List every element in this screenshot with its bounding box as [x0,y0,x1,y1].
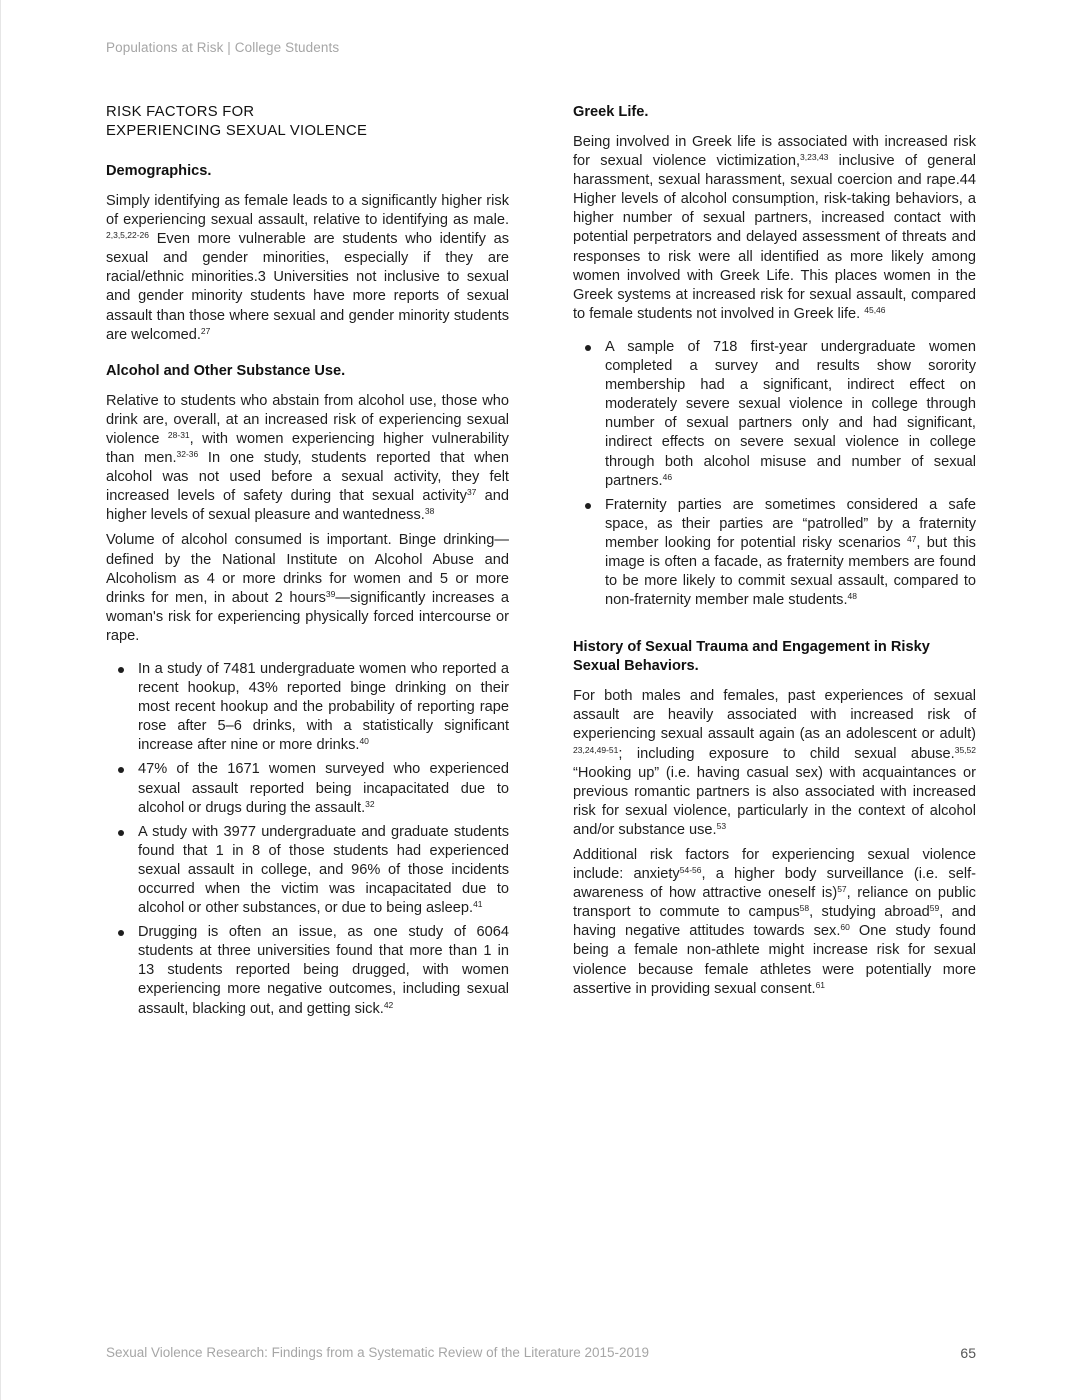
alcohol-heading: Alcohol and Other Substance Use. [106,362,346,379]
alcohol-paragraph-2: Volume of alcohol consumed is important. Binge drinking—defined by the National Institute on Alcohol Abuse and Alcoholism as 4 or more drinks for women and 5 or more drinks for men, in about 2 hours$^{39}$—significantly increases a woman's risk for experiencing physically forced intercourse or rape. [106,532,509,644]
bullet-icon [118,667,124,673]
section-title-line1: RISK FACTORS FOR [106,104,255,120]
page-number: 65 [960,1345,976,1361]
section-title-line2: EXPERIENCING SEXUAL VIOLENCE [106,123,368,139]
demographics-heading: Demographics. [106,163,212,179]
list-item: A study with 3977 undergraduate and graduate students found that 1 in 8 of those students had experienced sexual assault in college, and 96% of those incidents occurred when the victim was incapacitated due to alcohol or other substances, or due to being asleep.$^{41}$ [106,823,509,918]
list-item: 47% of the 1671 women surveyed who experienced sexual assault reported being incapacitated due to alcohol or drugs during the assault.$^{32}$ [106,760,509,817]
history-heading: History of Sexual Trauma and Engagement in Risky Sexual Behaviors. [573,639,930,675]
bullet-icon [118,830,124,836]
right-column [573,103,976,1005]
bullet-icon [585,345,591,351]
alcohol-bullet-list [106,660,509,1019]
bullet-icon [118,930,124,936]
list-item: A sample of 718 first-year undergraduate women completed a survey and results show sorority membership had a significant, indirect effect on moderately severe sexual violence in college through number of sexual partners only and had significant, indirect effects on severe sexual violence in college through both alcohol misuse and number of sexual partners.$^{46}$ [573,338,976,491]
greek-life-paragraph: Being involved in Greek life is associated with increased risk for sexual violence victimization,$^{3,23,43}$ inclusive of general harassment, sexual harassment, sexual coercion and rape.44 Higher levels of alcohol consumption, risk-taking behaviors, a higher number of sexual partners, increased contact with potential perpetrators and delayed assessment of threats and responses to risk were all identified as more likely among women involved with Greek Life. This places women in the Greek systems at increased risk for sexual assault, compared to female students not involved in Greek life. $^{45,46}$ [573,134,976,322]
history-paragraph-2: Additional risk factors for experiencing sexual violence include: anxiety$^{54-56}$, a higher body surveillance (i.e. self-awareness of how attractive oneself is)$^{57}$, reliance on public transport to commute to campus$^{58}$, studying abroad$^{59}$, and having negative attitudes towards sex.$^{60}$ One study found being a female non-athlete might increase risk for sexual violence because female athletes were potentially more assertive in providing sexual consent.$^{61}$ [573,847,976,997]
demographics-paragraph: Simply identifying as female leads to a significantly higher risk of experiencing sexual assault, relative to identifying as male. $^{2,3,5,22-26}$ Even more vulnerable are students who identify as sexual and gender minorities, especially if they are racial/ethnic minorities.3 Universities not inclusive to sexual and gender minority students have more reports of sexual assault than those where sexual and gender minority students are welcomed.$^{27}$ [106,193,509,343]
running-head: Populations at Risk | College Students [106,40,340,55]
list-item: In a study of 7481 undergraduate women who reported a recent hookup, 43% reported binge drinking on their most recent hookup and the probability of reporting rape rose after 5–6 drinks, with a statistically significant increase after nine or more drinks.$^{40}$ [106,660,509,755]
list-item: Drugging is often an issue, as one study of 6064 students at three universities found that more than 1 in 13 students reported being drugged, with women experiencing more negative outcomes, including sexual assault, blacking out, and getting sick.$^{42}$ [106,923,509,1018]
greek-life-heading: Greek Life. [573,104,649,120]
bullet-icon [118,767,124,773]
footer-title: Sexual Violence Research: Findings from a Systematic Review of the Literature 2015-2019 [106,1345,650,1360]
alcohol-paragraph-1: Relative to students who abstain from alcohol use, those who drink are, overall, at an increased risk of experiencing sexual violence $^{28-31}$, with women experiencing higher vulnerability than men.$^{32-36}$ In one study, students reported that when alcohol was not used before a sexual activity, they felt increased levels of safety during that sexual activity$^{37}$ and higher levels of sexual pleasure and wantedness.$^{38}$ [106,392,509,524]
list-item: Fraternity parties are sometimes considered a safe space, as their parties are “patrolled” by a fraternity member looking for potential risky scenarios $^{47}$, but this image is often a facade, as fraternity members are found to be more likely to commit sexual assault, compared to non-fraternity member male students.$^{48}$ [573,496,976,611]
bullet-icon [585,503,591,509]
left-column [106,103,509,1024]
history-paragraph-1: For both males and females, past experiences of sexual assault are heavily associated with increased risk of experiencing sexual assault again (as an adolescent or adult) $^{23,24,49-51}$; including exposure to child sexual abuse.$^{35,52}$ “Hooking up” (i.e. having casual sex) with acquaintances or previous romantic partners is also associated with increased risk for sexual violence, particularly in the context of alcohol and/or substance use.$^{53}$ [573,688,976,838]
section-title [106,103,509,141]
greek-life-bullet-list [573,338,976,610]
